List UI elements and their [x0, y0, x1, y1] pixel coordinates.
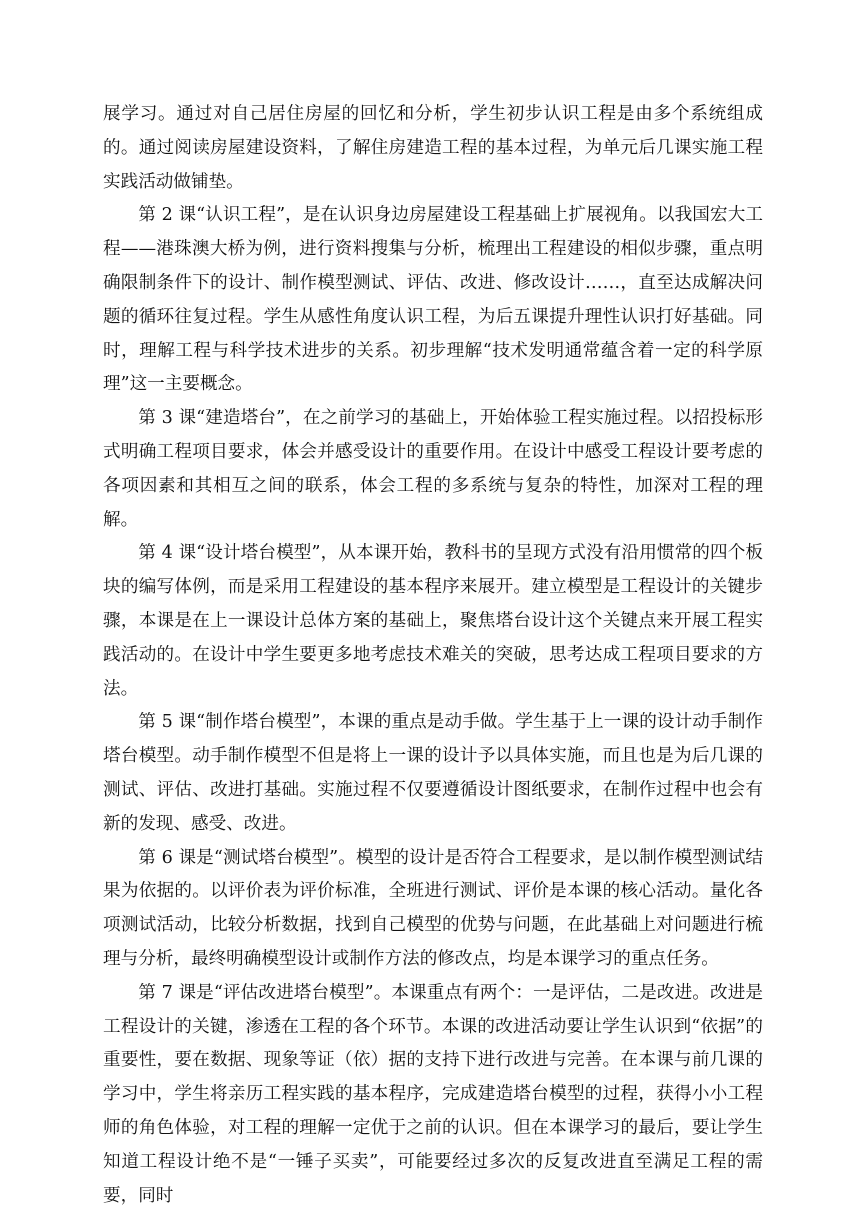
paragraph-lesson-6: 第 6 课是“测试塔台模型”。模型的设计是否符合工程要求，是以制作模型测试结果为依据的。以评价表为评价标准，全班进行测试、评价是本课的核心活动。量化各项测试活动，比较分析数据，找到自己模型的优势与问题，在此基础上对问题进行梳理与分析，最终明确模型设计或制作方法的修改点，均是本课学习的重点任务。 — [103, 847, 763, 969]
paragraph-unit-overview: 展学习。通过对自己居住房屋的回忆和分析，学生初步认识工程是由多个系统组成的。通过阅读房屋建设资料，了解住房建造工程的基本过程，为单元后几课实施工程实践活动做铺垫。 — [103, 104, 763, 192]
document-body — [103, 98, 763, 1213]
paragraph-lesson-5: 第 5 课“制作塔台模型”，本课的重点是动手做。学生基于上一课的设计动手制作塔台模型。动手制作模型不但是将上一课的设计予以具体实施，而且也是为后几课的测试、评估、改进打基础。实施过程不仅要遵循设计图纸要求，在制作过程中也会有新的发现、感受、改进。 — [103, 712, 763, 834]
paragraph-lesson-7: 第 7 课是“评估改进塔台模型”。本课重点有两个：一是评估，二是改进。改进是工程设计的关键，渗透在工程的各个环节。本课的改进活动要让学生认识到“依据”的重要性，要在数据、现象等证（依）据的支持下进行改进与完善。在本课与前几课的学习中，学生将亲历工程实践的基本程序，完成建造塔台模型的过程，获得小小工程师的角色体验，对工程的理解一定优于之前的认识。但在本课学习的最后，要让学生知道工程设计绝不是“一锤子买卖”，可能要经过多次的反复改进直至满足工程的需要，同时 — [103, 982, 763, 1206]
paragraph-lesson-2: 第 2 课“认识工程”，是在认识身边房屋建设工程基础上扩展视角。以我国宏大工程——港珠澳大桥为例，进行资料搜集与分析，梳理出工程建设的相似步骤，重点明确限制条件下的设计、制作模型测试、评估、改进、修改设计……，直至达成解决问题的循环往复过程。学生从感性角度认识工程，为后五课提升理性认识打好基础。同时，理解工程与科学技术进步的关系。初步理解“技术发明通常蕴含着一定的科学原理”这一主要概念。 — [103, 205, 763, 395]
paragraph-lesson-4: 第 4 课“设计塔台模型”，从本课开始，教科书的呈现方式没有沿用惯常的四个板块的编写体例，而是采用工程建设的基本程序来展开。建立模型是工程设计的关键步骤，本课是在上一课设计总体方案的基础上，聚焦塔台设计这个关键点来开展工程实践活动的。在设计中学生要更多地考虑技术难关的突破，思考达成工程项目要求的方法。 — [103, 543, 763, 699]
paragraph-lesson-3: 第 3 课“建造塔台”，在之前学习的基础上，开始体验工程实施过程。以招投标形式明确工程项目要求，体会并感受设计的重要作用。在设计中感受工程设计要考虑的各项因素和其相互之间的联系，体会工程的多系统与复杂的特性，加深对工程的理解。 — [103, 408, 763, 530]
